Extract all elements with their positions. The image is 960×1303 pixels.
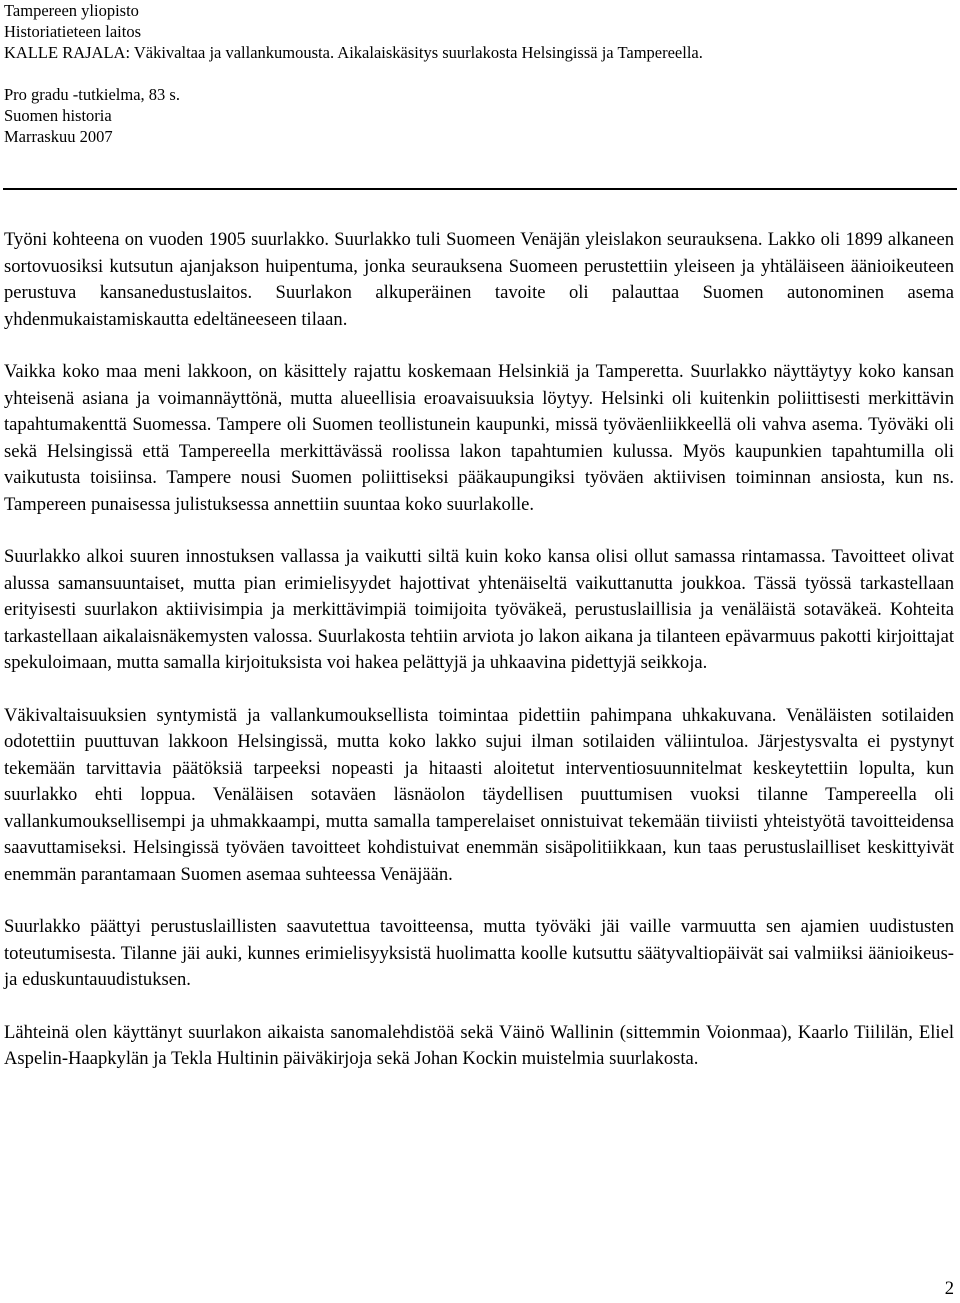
date: Marraskuu 2007 [4,127,113,146]
thesis-type: Pro gradu -tutkielma, 83 s. [4,85,180,104]
document-header [4,0,944,147]
paragraph: Suurlakko alkoi suuren innostuksen vallassa ja vaikutti siltä kuin koko kansa olisi ollut samassa rintamassa. Tavoitteet olivat alussa samansuuntaiset, mutta pian erimielisyydet hajottivat yhtenäiseltä vaikuttanutta joukkoa. Tässä työssä tarkastellaan erityisesti suurlakon aktiivisimpia ja merkittävimpiä toimijoita työväkeä, perustuslaillisia ja venäläistä sotaväkeä. Kohteita tarkastellaan aikalaisnäkemysten valossa. Suurlakosta tehtiin arviota jo lakon aikana ja tilanteen epävarmuus pakotti kirjoittajat spekuloimaan, mutta samalla kirjoituksista voi hakea pelättyjä ja uhkaavina pidettyjä seikkoja. [4,546,954,673]
paragraph: Suurlakko päättyi perustuslaillisten saavutettua tavoitteensa, mutta työväki jäi vaille varmuutta sen ajamien uudistusten toteutumisesta. Tilanne jäi auki, kunnes erimielisyyksistä huolimatta koolle kutsuttu säätyvaltiopäivät sai valmiiksi äänioikeus- ja eduskuntauudistuksen. [4,916,954,990]
page-number: 2 [944,1278,954,1299]
paragraph: Työni kohteena on vuoden 1905 suurlakko. Suurlakko tuli Suomeen Venäjän yleislakon seurauksena. Lakko oli 1899 alkaneen sortovuosiksi kutsutun ajanjakson huipentuma, jonka seurauksena Suomeen perustettiin yleiseen ja yhtäläiseen äänioikeuteen perustuva kansanedustuslaitos. Suurlakon alkuperäinen tavoite oli palauttaa Suomen autonominen asema yhdenmukaistamiskautta edeltäneeseen tilaan. [4,229,954,330]
paragraph: Vaikka koko maa meni lakkoon, on käsittely rajattu koskemaan Helsinkiä ja Tamperetta. Suurlakko näyttäytyy koko kansan yhteisenä asiana ja voimannäyttönä, mutta alueellisia eroavaisuuksia löytyy. Helsinki oli kuitenkin poliittisesti merkittävin tapahtumakenttä Suomessa. Tampere oli Suomen teollistunein kaupunki, missä työväenliikkeellä oli vahva asema. Työväki oli sekä Helsingissä että Tampereella merkittävässä roolissa lakon tapahtumien kulussa. Myös kaupunkien tapahtumilla oli vaikutusta toisiinsa. Tampere nousi Suomen poliittiseksi pääkaupungiksi työväen aktiivisen toiminnan ansiosta, kun ns. Tampereen punaisessa julistuksessa annettiin suuntaa koko suurlakolle. [4,361,954,515]
department-name: Historiatieteen laitos [4,22,142,41]
header-spacer [4,63,944,84]
paragraph: Väkivaltaisuuksien syntymistä ja vallankumouksellista toimintaa pidettiin pahimpana uhkakuvana. Venäläisten sotilaiden odotettiin puuttuvan lakkoon Helsingissä, mutta koko lakko sujui ilman sotilaiden väliintuloa. Järjestysvalta ei pystynyt tekemään tarvittavia päätöksiä tarpeeksi nopeasti ja hitaasti aloitetut interventiosuunnitelmat keskeytettiin lopulta, kun suurlakko ehti loppua. Venäläisen sotaväen läsnäolon täydellisen puuttumisen vuoksi tilanne Tampereella oli vallankumouksellisempi ja uhmakkaampi, mutta samalla tamperelaiset onnistuivat tekemään tiiviisti yhteistyötä tavoitteidensa saavuttamiseksi. Helsingissä työväen tavoitteet kohdistuivat enemmän sisäpolitiikkaan, kun taas perustuslailliset keskittyivät enemmän parantamaan Suomen asemaa suhteessa Venäjään. [4,704,954,885]
subject: Suomen historia [4,106,112,125]
header-divider [3,188,957,190]
thesis-title: KALLE RAJALA: Väkivaltaa ja vallankumousta. Aikalaiskäsitys suurlakosta Helsingissä ja Tampereella. [4,43,703,62]
abstract-body [4,227,954,1099]
paragraph: Lähteinä olen käyttänyt suurlakon aikaista sanomalehdistöä sekä Väinö Wallinin (sittemmin Voionmaa), Kaarlo Tiililän, Eliel Aspelin-Haapkylän ja Tekla Hultinin päiväkirjoja sekä Johan Kockin muistelmia suurlakosta. [4,1021,954,1069]
university-name: Tampereen yliopisto [4,1,139,20]
